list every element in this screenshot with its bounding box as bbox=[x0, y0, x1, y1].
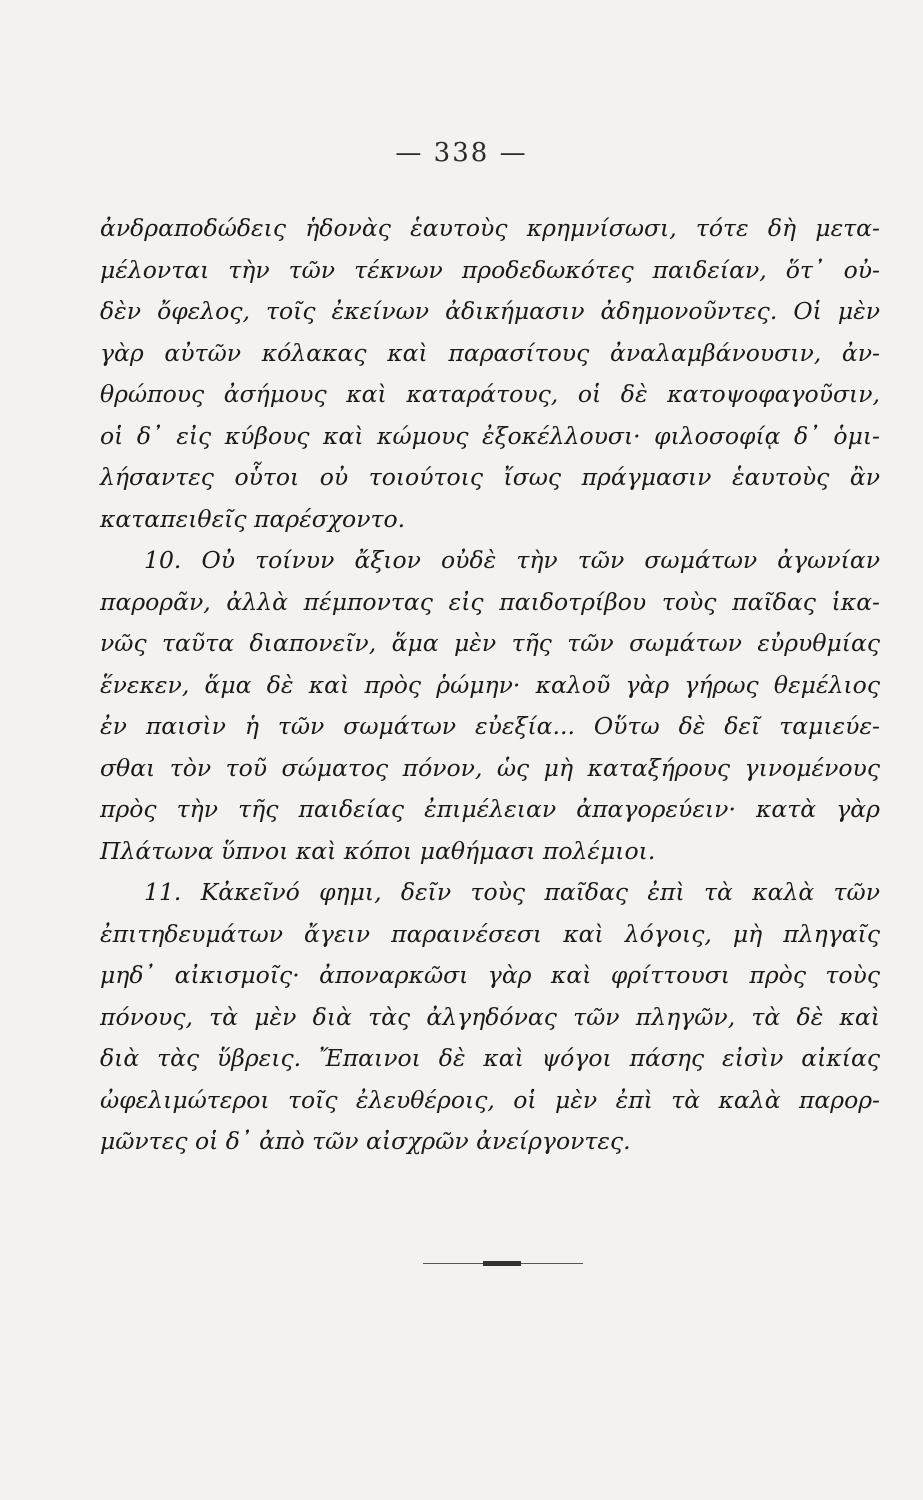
body-text bbox=[100, 208, 880, 1163]
text-line: μῶντες οἱ δ᾽ ἀπὸ τῶν αἰσχρῶν ἀνείργοντες. bbox=[100, 1127, 631, 1155]
ornament-center-mark bbox=[483, 1261, 521, 1266]
text-line: 10. Οὐ τοίνυν ἄξιον οὐδὲ τὴν τῶν σωμάτων ἀγωνίαν bbox=[144, 546, 880, 574]
text-line: πόνους, τὰ μὲν διὰ τὰς ἀλγηδόνας τῶν πληγῶν, τὰ δὲ καὶ bbox=[100, 1002, 880, 1031]
text-line: θρώπους ἀσήμους καὶ καταράτους, οἱ δὲ κατοψοφαγοῦσιν, bbox=[100, 380, 880, 408]
text-line: καταπειθεῖς παρέσχοντο. bbox=[100, 504, 406, 533]
text-line: πρὸς τὴν τῆς παιδείας ἐπιμέλειαν ἀπαγορεύειν· κατὰ γὰρ bbox=[100, 795, 880, 823]
text-line: ἐν παισὶν ἡ τῶν σωμάτων εὐεξία... Οὕτω δὲ δεῖ ταμιεύε- bbox=[100, 712, 880, 740]
text-line: γὰρ αὐτῶν κόλακας καὶ παρασίτους ἀναλαμβάνουσιν, ἀν- bbox=[100, 338, 880, 367]
text-line: ἐπιτηδευμάτων ἄγειν παραινέσεσι καὶ λόγοις, μὴ πληγαῖς bbox=[100, 919, 880, 948]
text-line: λήσαντες οὗτοι οὐ τοιούτοις ἴσως πράγμασιν ἑαυτοὺς ἂν bbox=[100, 463, 880, 491]
text-line: διὰ τὰς ὕβρεις. Ἔπαινοι δὲ καὶ ψόγοι πάσης εἰσὶν αἰκίας bbox=[100, 1044, 880, 1072]
page-number: — 338 — bbox=[395, 138, 528, 168]
text-line: 11. Κἀκεῖνό φημι, δεῖν τοὺς παῖδας ἐπὶ τὰ καλὰ τῶν bbox=[144, 878, 880, 906]
text-line: δὲν ὄφελος, τοῖς ἐκείνων ἀδικήμασιν ἀδημονοῦντες. Οἱ μὲν bbox=[100, 297, 880, 325]
text-line: μέλονται τὴν τῶν τέκνων προδεδωκότες παιδείαν, ὅτ᾽ οὐ- bbox=[100, 255, 880, 284]
text-line: οἱ δ᾽ εἰς κύβους καὶ κώμους ἐξοκέλλουσι· φιλοσοφίᾳ δ᾽ ὁμι- bbox=[100, 421, 880, 450]
text-line: ἀνδραποδώδεις ἡδονὰς ἑαυτοὺς κρημνίσωσι, τότε δὴ μετα- bbox=[100, 214, 880, 242]
text-line: ὠφελιμώτεροι τοῖς ἐλευθέροις, οἱ μὲν ἐπὶ τὰ καλὰ παρορ- bbox=[100, 1085, 880, 1114]
text-line: μηδ᾽ αἰκισμοῖς· ἀποναρκῶσι γὰρ καὶ φρίττουσι πρὸς τοὺς bbox=[100, 961, 880, 989]
text-line: παρορᾶν, ἀλλὰ πέμποντας εἰς παιδοτρίβου τοὺς παῖδας ἱκα- bbox=[100, 587, 880, 616]
text-line: Πλάτωνα ὕπνοι καὶ κόποι μαθήμασι πολέμιοι. bbox=[100, 836, 656, 865]
text-line: σθαι τὸν τοῦ σώματος πόνον, ὡς μὴ καταξήρους γινομένους bbox=[100, 753, 880, 782]
text-line: ἕνεκεν, ἅμα δὲ καὶ πρὸς ῥώμην· καλοῦ γὰρ γήρως θεμέλιος bbox=[100, 670, 880, 699]
section-end-ornament bbox=[423, 1261, 583, 1267]
text-line: νῶς ταῦτα διαπονεῖν, ἅμα μὲν τῆς τῶν σωμάτων εὐρυθμίας bbox=[100, 629, 880, 657]
